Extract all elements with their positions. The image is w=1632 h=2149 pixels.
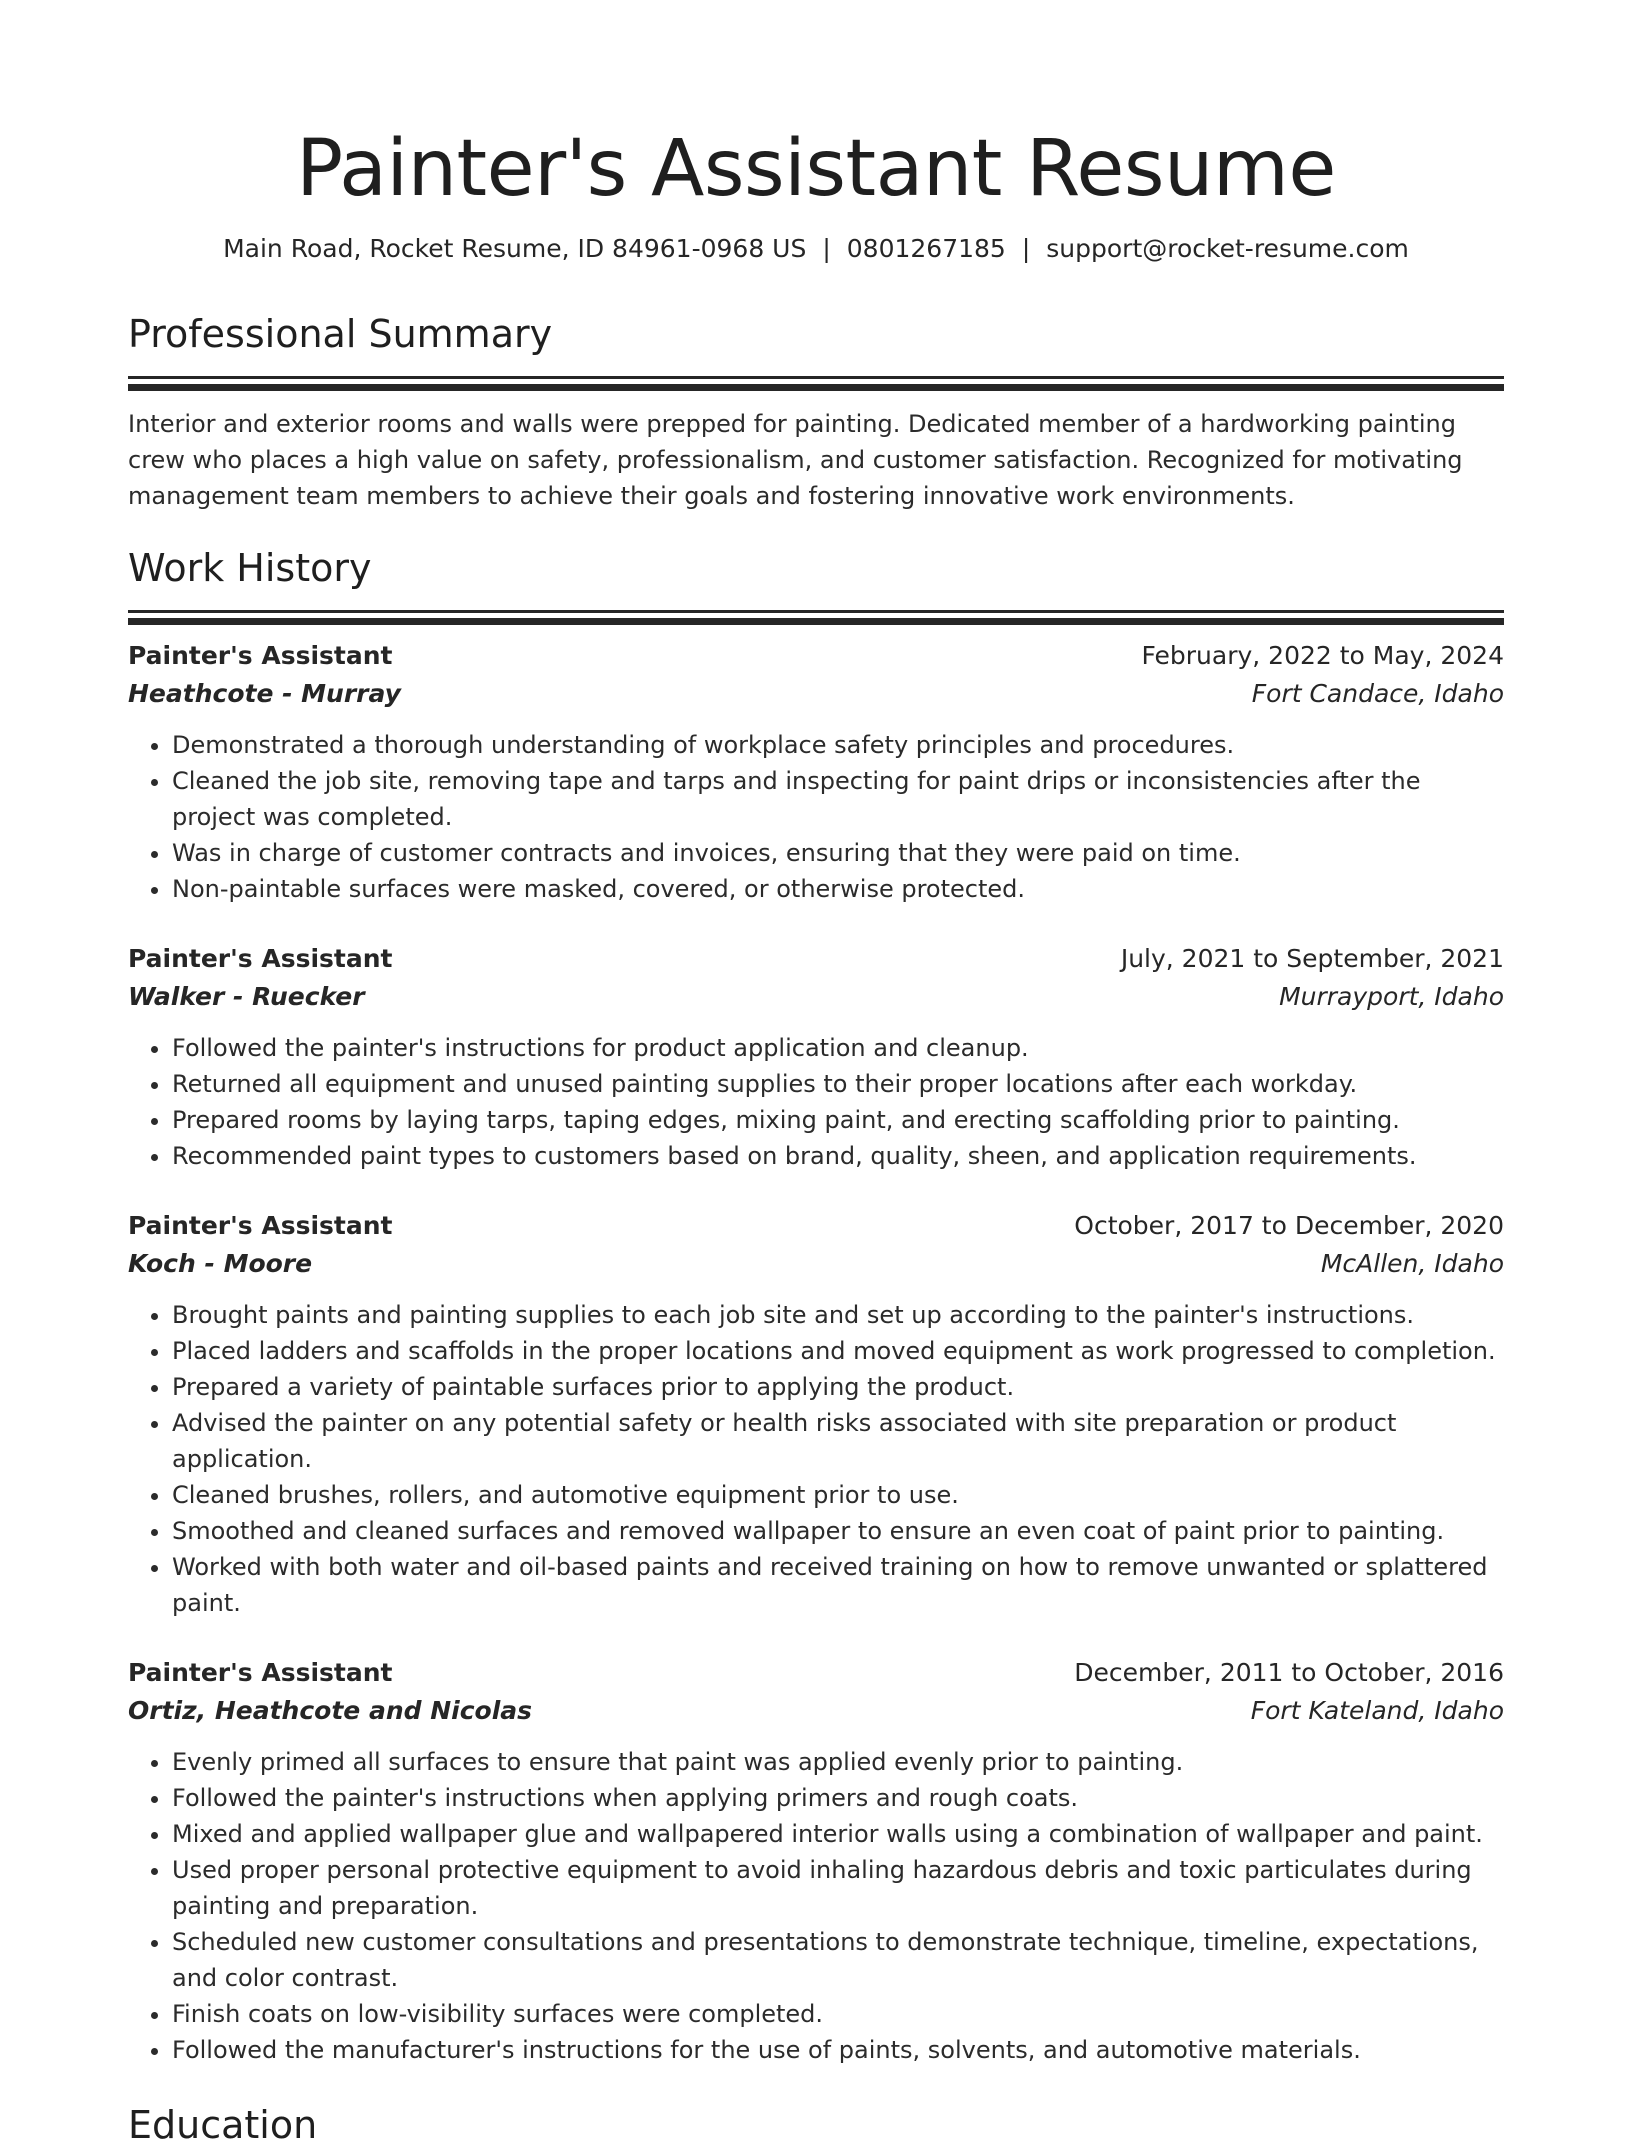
- job-subheader-row: [128, 978, 1504, 1016]
- job-bullet: • Worked with both water and oil-based paints and received training on how to remove unwanted or splattered paint.: [172, 1549, 1504, 1621]
- job-company: Heathcote - Murray: [128, 679, 401, 708]
- job-bullet: • Evenly primed all surfaces to ensure that paint was applied evenly prior to painting.: [172, 1744, 1504, 1780]
- job-bullet: • Demonstrated a thorough understanding of workplace safety principles and procedures.: [172, 727, 1504, 763]
- job-title: Painter's Assistant: [128, 1658, 393, 1687]
- job-bullet: • Scheduled new customer consultations and presentations to demonstrate technique, timeline, expectations, and color contrast.: [172, 1924, 1504, 1996]
- summary-text: Interior and exterior rooms and walls were prepped for painting. Dedicated member of a hardworking painting crew who places a high value on safety, professionalism, and customer satisfaction. Recognized for motivating management team members to achieve their goals and fostering innovative work environments.: [128, 410, 1463, 510]
- contact-address: Main Road, Rocket Resume, ID 84961-0968 US: [223, 234, 807, 263]
- job-list: [128, 637, 1504, 2068]
- job-bullet: • Mixed and applied wallpaper glue and wallpapered interior walls using a combination of wallpaper and paint.: [172, 1816, 1504, 1852]
- contact-separator: |: [1021, 234, 1031, 263]
- job-bullet: • Followed the painter's instructions for product application and cleanup.: [172, 1030, 1504, 1066]
- job-bullet: • Recommended paint types to customers based on brand, quality, sheen, and application requirements.: [172, 1138, 1504, 1174]
- job-dates: October, 2017 to December, 2020: [1074, 1211, 1504, 1240]
- job-bullet: • Finish coats on low-visibility surfaces were completed.: [172, 1996, 1504, 2032]
- job-bullet: • Followed the manufacturer's instructions for the use of paints, solvents, and automotive materials.: [172, 2032, 1504, 2068]
- section-heading-education: Education: [128, 2103, 318, 2147]
- job-location: Fort Kateland, Idaho: [1250, 1696, 1504, 1725]
- job-bullet: • Smoothed and cleaned surfaces and removed wallpaper to ensure an even coat of paint prior to painting.: [172, 1513, 1504, 1549]
- job-header-row: [128, 940, 1504, 978]
- section-divider: [128, 610, 1504, 613]
- resume-title: Painter's Assistant Resume: [296, 124, 1336, 214]
- job-title: Painter's Assistant: [128, 641, 393, 670]
- job-bullet: • Returned all equipment and unused painting supplies to their proper locations after each workday.: [172, 1066, 1504, 1102]
- resume-page: [128, 0, 1504, 2149]
- job-entry: [128, 1207, 1504, 1621]
- section-heading-summary: Professional Summary: [128, 312, 553, 356]
- job-location: Fort Candace, Idaho: [1251, 679, 1504, 708]
- job-bullet-list: [128, 1297, 1504, 1621]
- job-bullet: • Prepared rooms by laying tarps, taping edges, mixing paint, and erecting scaffolding prior to painting.: [172, 1102, 1504, 1138]
- job-dates: December, 2011 to October, 2016: [1074, 1658, 1504, 1687]
- job-bullet: • Used proper personal protective equipment to avoid inhaling hazardous debris and toxic particulates during painting and preparation.: [172, 1852, 1504, 1924]
- job-dates: February, 2022 to May, 2024: [1141, 641, 1504, 670]
- job-entry: [128, 1654, 1504, 2068]
- job-bullet-list: [128, 727, 1504, 907]
- job-subheader-row: [128, 1692, 1504, 1730]
- job-company: Koch - Moore: [128, 1249, 313, 1278]
- job-bullet-list: [128, 1744, 1504, 2068]
- job-bullet: • Followed the painter's instructions when applying primers and rough coats.: [172, 1780, 1504, 1816]
- job-entry: [128, 637, 1504, 907]
- job-title: Painter's Assistant: [128, 1211, 393, 1240]
- job-bullet: • Brought paints and painting supplies to each job site and set up according to the painter's instructions.: [172, 1297, 1504, 1333]
- job-subheader-row: [128, 675, 1504, 713]
- job-location: McAllen, Idaho: [1320, 1249, 1504, 1278]
- job-subheader-row: [128, 1245, 1504, 1283]
- job-entry: [128, 940, 1504, 1174]
- contact-phone: 0801267185: [846, 234, 1006, 263]
- job-bullet: • Was in charge of customer contracts and invoices, ensuring that they were paid on time.: [172, 835, 1504, 871]
- job-dates: July, 2021 to September, 2021: [1120, 944, 1504, 973]
- contact-line: [128, 232, 1504, 266]
- job-header-row: [128, 1654, 1504, 1692]
- job-company: Ortiz, Heathcote and Nicolas: [128, 1696, 533, 1725]
- job-bullet: • Cleaned the job site, removing tape and tarps and inspecting for paint drips or inconsistencies after the project was completed.: [172, 763, 1504, 835]
- job-header-row: [128, 1207, 1504, 1245]
- job-bullet: • Placed ladders and scaffolds in the proper locations and moved equipment as work progressed to completion.: [172, 1333, 1504, 1369]
- job-bullet-list: [128, 1030, 1504, 1174]
- section-heading-work-history: Work History: [128, 546, 372, 590]
- job-bullet: • Advised the painter on any potential safety or health risks associated with site preparation or product application.: [172, 1405, 1504, 1477]
- job-location: Murrayport, Idaho: [1279, 982, 1504, 1011]
- job-header-row: [128, 637, 1504, 675]
- job-bullet: • Cleaned brushes, rollers, and automotive equipment prior to use.: [172, 1477, 1504, 1513]
- job-bullet: • Prepared a variety of paintable surfaces prior to applying the product.: [172, 1369, 1504, 1405]
- section-divider: [128, 376, 1504, 379]
- job-title: Painter's Assistant: [128, 944, 393, 973]
- contact-separator: |: [822, 234, 831, 263]
- job-company: Walker - Ruecker: [128, 982, 365, 1011]
- job-bullet: • Non-paintable surfaces were masked, covered, or otherwise protected.: [172, 871, 1504, 907]
- contact-email: support@rocket-resume.com: [1046, 234, 1409, 263]
